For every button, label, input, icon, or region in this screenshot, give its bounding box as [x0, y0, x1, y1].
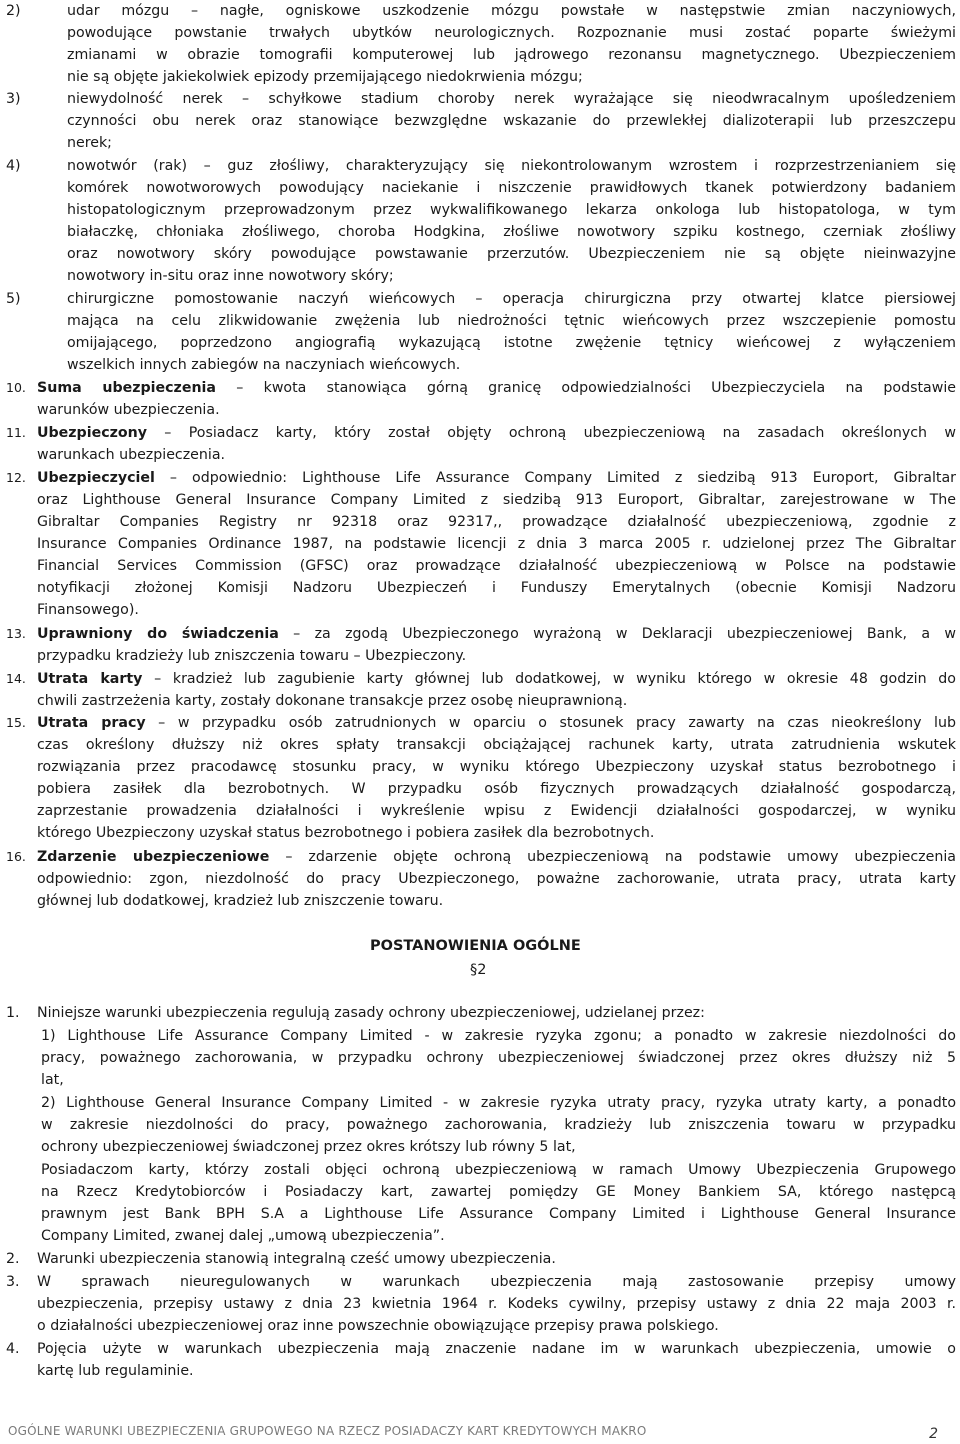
- definition-text: – Posiadacz karty, który został objęty ochroną ubezpieczeniową na zasadach określonych w: [146, 425, 956, 441]
- definition-text: – odpowiednio: Lighthouse Life Assurance Company Limited z siedzibą 913 Europort, Gibraltar: [154, 470, 956, 486]
- definition-line: [37, 714, 956, 732]
- provision-line: w zakresie niezdolności do pracy, poważnego zachorowania, kradzieży lub zniszczenia towaru w przypadku: [41, 1117, 956, 1133]
- definition-line: Financial Services Commission (GFSC) oraz prowadzące działalność ubezpieczeniową w Polsce na podstawie: [37, 558, 956, 574]
- item-text-line: omijającego, poprzedzono angiografią wykazującą istotne zwężenie tętnicy wieńcowej z wyłączeniem: [67, 335, 956, 351]
- section-paragraph-mark: §2: [470, 962, 487, 978]
- item-text-line: niewydolność nerek – schyłkowe stadium choroby nerek wyrażające się nieodwracalnym upośledzeniem: [67, 91, 956, 107]
- definition-line: warunkach ubezpieczenia.: [37, 447, 226, 463]
- provision-number: 2.: [6, 1251, 20, 1267]
- definition-line: przypadku kradzieży lub zniszczenia towaru – Ubezpieczony.: [37, 648, 467, 664]
- definition-line: [37, 625, 956, 643]
- definition-line: czas określony dłuższy niż okres spłaty transakcji obciążającej rachunek karty, utrata zatrudnienia wskutek: [37, 737, 956, 753]
- provision-line: Niniejsze warunki ubezpieczenia regulują zasady ochrony ubezpieczeniowej, udzielanej przez:: [37, 1005, 705, 1021]
- definition-text: – w przypadku osób zatrudnionych w oparciu o stosunek pracy zawarty na czas nieokreślony lub: [145, 715, 956, 731]
- item-text-line: nowotwór (rak) – guz złośliwy, charakteryzujący się niekontrolowanym wzrostem i rozprzestrzenianiem się: [67, 158, 956, 174]
- item-text-line: czynności obu nerek oraz stanowiące bezwzględne wskazanie do przewlekłej dializoterapii lub przeszczepu: [67, 113, 956, 129]
- definition-term: Zdarzenie ubezpieczeniowe: [37, 849, 270, 865]
- provision-line: Pojęcia użyte w warunkach ubezpieczenia mają znaczenie nadane im w warunkach ubezpieczenia, umowie o: [37, 1341, 956, 1357]
- provision-line: pracy, poważnego zachorowania, w przypadku ochrony ubezpieczeniowej świadczonej przez okres dłuższy niż 5: [41, 1050, 956, 1066]
- item-text-line: powodujące powstanie trwałych ubytków neurologicznych. Rozpoznanie musi zostać poparte świeżymi: [67, 25, 956, 41]
- provision-line: 2) Lighthouse General Insurance Company Limited - w zakresie ryzyka utraty pracy, ryzyka utraty karty, a ponadto: [41, 1095, 956, 1111]
- item-text-line: komórek nowotworowych powodujący naciekanie i niszczenie prawidłowych tkanek potwierdzony badaniem: [67, 180, 956, 196]
- definition-line: chwili zastrzeżenia karty, zostały dokonane transakcje przez osobę nieuprawnioną.: [37, 693, 628, 709]
- definition-line: głównej lub dodatkowej, kradzież lub zniszczenie towaru.: [37, 893, 444, 909]
- definition-number: 12.: [6, 470, 26, 485]
- definition-line: Gibraltar Companies Registry nr 92318 oraz 92317,, prowadzące działalność ubezpieczeniową, zgodnie z: [37, 514, 956, 530]
- provision-line: lat,: [41, 1072, 64, 1088]
- definition-number: 14.: [6, 671, 26, 686]
- definition-text: – kwota stanowiąca górną granicę odpowiedzialności Ubezpieczyciela na podstawie: [215, 380, 956, 396]
- item-text-line: białaczkę, chłoniaka złośliwego, choroba Hodgkina, złośliwe nowotwory szpiku kostnego, czerniak złośliwy: [67, 224, 956, 240]
- definition-text: – zdarzenie objęte ochroną ubezpieczeniową na podstawie umowy ubezpieczenia: [269, 849, 956, 865]
- definition-line: zaprzestanie prowadzenia działalności i wykreślenie wpisu z Ewidencji działalności gospodarczej, w wyniku: [37, 803, 956, 819]
- provision-line: ubezpieczenia, przepisy ustawy z dnia 23 kwietnia 1964 r. Kodeks cywilny, przepisy ustawy z dnia 22 maja 2003 r.: [37, 1296, 956, 1312]
- definition-term: Utrata karty: [37, 671, 143, 687]
- definition-text: – kradzież lub zagubienie karty głównej lub dodatkowej, w wyniku którego w okresie 48 godzin do: [142, 671, 956, 687]
- item-text-line: zmianami w obrazie tomografii komputerowej lub jądrowego rezonansu magnetycznego. Ubezpieczeniem: [67, 47, 956, 63]
- section-title: POSTANOWIENIA OGÓLNE: [370, 938, 581, 954]
- definition-line: warunków ubezpieczenia.: [37, 402, 220, 418]
- definition-number: 10.: [6, 380, 26, 395]
- definition-term: Ubezpieczyciel: [37, 470, 155, 486]
- item-text-line: udar mózgu – nagłe, ogniskowe uszkodzenie mózgu powstałe w następstwie zmian naczyniowych,: [67, 3, 956, 19]
- provision-line: Posiadaczom karty, którzy zostali objęci ochroną ubezpieczeniową w ramach Umowy Ubezpieczenia Grupowego: [41, 1162, 956, 1178]
- definition-number: 13.: [6, 626, 26, 641]
- item-text-line: mająca na celu zlikwidowanie zwężenia lub niedrożności tętnic wieńcowych przez wszczepienie pomostu: [67, 313, 956, 329]
- page-number: 2: [929, 1426, 938, 1442]
- item-text-line: nowotwory in-situ oraz inne nowotwory skóry;: [67, 268, 394, 284]
- item-number: 5): [6, 291, 21, 307]
- item-text-line: nerek;: [67, 135, 112, 151]
- definition-line: odpowiednio: zgon, niezdolność do pracy Ubezpieczonego, poważne zachorowanie, utrata pracy, utrata karty: [37, 871, 956, 887]
- definition-term: Uprawniony do świadczenia: [37, 626, 279, 642]
- item-number: 3): [6, 91, 21, 107]
- definition-number: 15.: [6, 715, 26, 730]
- provision-line: Company Limited, zwanej dalej „umową ubezpieczenia”.: [41, 1228, 445, 1244]
- definition-line: [37, 848, 956, 866]
- provision-line: prawnym jest Bank BPH S.A a Lighthouse Life Assurance Company Limited i Lighthouse General Insurance: [41, 1206, 956, 1222]
- item-text-line: chirurgiczne pomostowanie naczyń wieńcowych – operacja chirurgiczna przy otwartej klatce piersiowej: [67, 291, 956, 307]
- definition-line: oraz Lighthouse General Insurance Company Limited z siedzibą 913 Europort, Gibraltar, zarejestrowane w The: [37, 492, 956, 508]
- definition-term: Utrata pracy: [37, 715, 146, 731]
- definition-line: pobiera zasiłek dla bezrobotnych. W przypadku osób fizycznych prowadzących działalność gospodarczą,: [37, 781, 956, 797]
- definition-line: Insurance Companies Ordinance 1987, na podstawie licencji z dnia 3 marca 2005 r. udzielonej przez The Gibraltar: [37, 536, 956, 552]
- item-text-line: histopatologicznym przeprowadzonym przez wykwalifikowanego lekarza onkologa lub histopatologa, w tym: [67, 202, 956, 218]
- item-number: 2): [6, 3, 21, 19]
- provision-line: W sprawach nieuregulowanych w warunkach ubezpieczenia mają zastosowanie przepisy umowy: [37, 1274, 956, 1290]
- definition-line: Finansowego).: [37, 602, 139, 618]
- definition-line: notyfikacji złożonej Komisji Nadzoru Ubezpieczeń i Funduszy Emerytalnych (obecnie Komisji Nadzoru: [37, 580, 956, 596]
- provision-line: Warunki ubezpieczenia stanowią integralną cześć umowy ubezpieczenia.: [37, 1251, 556, 1267]
- definition-line: [37, 424, 956, 442]
- provision-number: 4.: [6, 1341, 20, 1357]
- definition-line: [37, 379, 956, 397]
- definition-line: [37, 670, 956, 688]
- definition-line: rozwiązania przez pracodawcę stosunku pracy, w wyniku którego Ubezpieczony uzyskał status bezrobotnego i: [37, 759, 956, 775]
- item-number: 4): [6, 158, 21, 174]
- definition-number: 16.: [6, 849, 26, 864]
- definition-number: 11.: [6, 425, 26, 440]
- provision-line: ochrony ubezpieczeniowej świadczonej przez okres krótszy lub równy 5 lat,: [41, 1139, 576, 1155]
- footer-title: OGÓLNE WARUNKI UBEZPIECZENIA GRUPOWEGO NA RZECZ POSIADACZY KART KREDYTOWYCH MAKRO: [8, 1424, 647, 1438]
- provision-line: na Rzecz Kredytobiorców i Posiadaczy kart, zawartej pomiędzy GE Money Bankiem SA, którego następcą: [41, 1184, 956, 1200]
- provision-line: o działalności ubezpieczeniowej oraz inne powszechnie obowiązujące przepisy prawa polskiego.: [37, 1318, 719, 1334]
- definition-text: – za zgodą Ubezpieczonego wyrażoną w Deklaracji ubezpieczeniowej Bank, a w: [278, 626, 956, 642]
- definition-line: którego Ubezpieczony uzyskał status bezrobotnego i pobiera zasiłek dla bezrobotnych.: [37, 825, 655, 841]
- item-text-line: wszelkich innych zabiegów na naczyniach wieńcowych.: [67, 357, 461, 373]
- provision-line: 1) Lighthouse Life Assurance Company Limited - w zakresie ryzyka zgonu; a ponadto w zakresie niezdolności do: [41, 1028, 956, 1044]
- provision-number: 3.: [6, 1274, 20, 1290]
- definition-line: [37, 469, 956, 487]
- item-text-line: nie są objęte jakiekolwiek epizody przemijającego niedokrwienia mózgu;: [67, 69, 583, 85]
- provision-number: 1.: [6, 1005, 20, 1021]
- provision-line: kartę lub regulaminie.: [37, 1363, 194, 1379]
- item-text-line: oraz nowotwory skóry powodujące powstawanie przerzutów. Ubezpieczeniem nie są objęte nieinwazyjne: [67, 246, 956, 262]
- definition-term: Suma ubezpieczenia: [37, 380, 216, 396]
- definition-term: Ubezpieczony: [37, 425, 147, 441]
